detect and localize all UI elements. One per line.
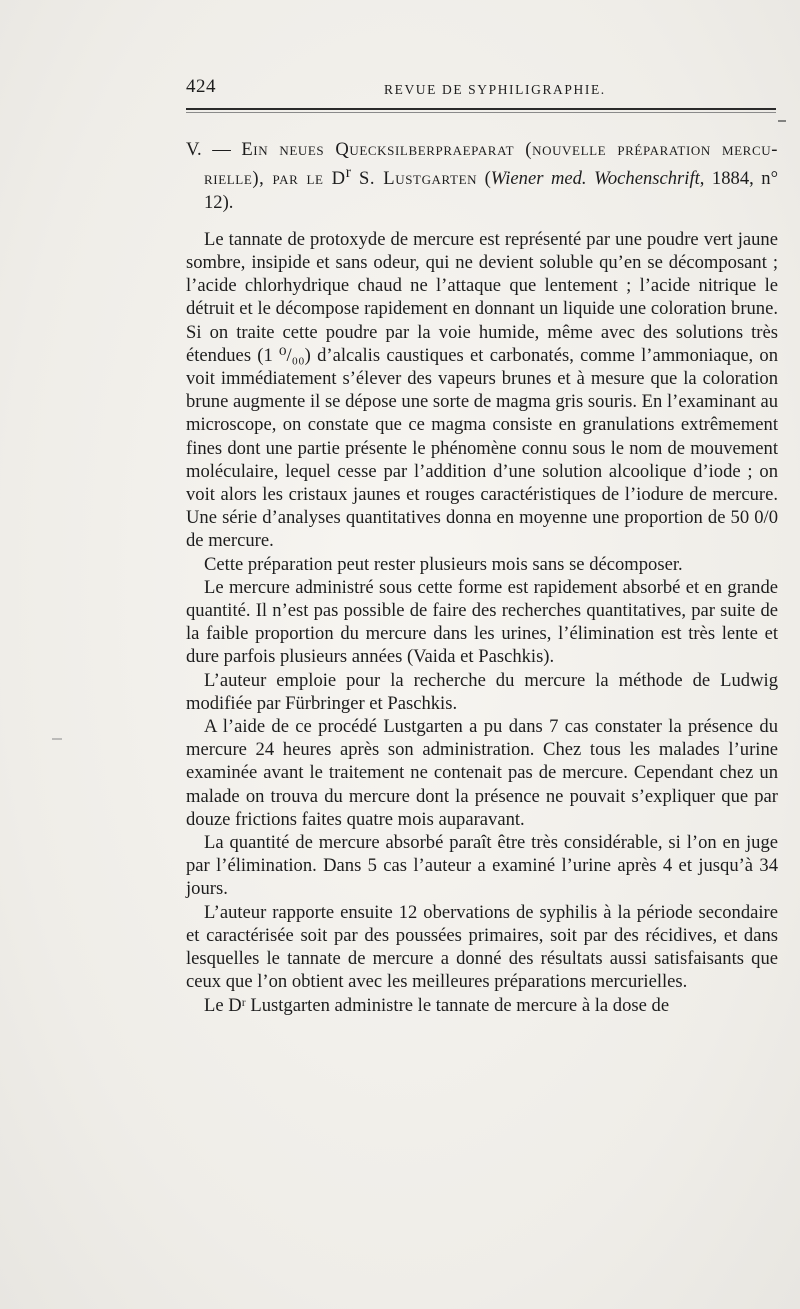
- paragraph-detection: A l’aide de ce procédé Lustgarten a pu dans 7 cas constater la présence du mercure 24 heures après son administration. Chez tous les malades l’urine examinée avant le traitement ne contenait pas de mercure. Cependant chez un malade on trouva du mercure dont la présence ne pouvait s’expliquer que par douze frictions faites quatre mois auparavant.: [186, 716, 778, 830]
- running-title: REVUE DE SYPHILIGRAPHIE.: [384, 82, 606, 97]
- paragraph-tannate-description: Le tannate de protoxyde de mercure est représenté par une poudre vert jaune sombre, insipide et sans odeur, qui ne devient soluble qu’en se décomposant ; l’acide chlorhydrique chaud ne l’attaque que lentement ; l’acide nitrique le détruit et le décompose rapidement en donnant un liquide une coloration brune. Si on traite cette poudre par la voie humide, même avec des solutions très étendues (1 ⁰/₀₀) d’alcalis caustiques et carbonatés, comme l’ammoniaque, on voit immédiatement s’élever des vapeurs brunes et à mesure que la coloration brune augmente il se dépose une sorte de magma gris souris. En l’examinant au microscope, on constate que ce magma consiste en granulations extrêmement fines dont une partie présente le phénomène connu sous le nom de mouvement moléculaire, lequel cesse par l’addition d’une solution alcoolique d’iode ; on voit alors les cristaux jaunes et rouges caractéristiques de l’iodure de mercure. Une série d’analyses quantitatives donna en moyenne une proportion de 50 0/0 de mercure.: [186, 228, 778, 552]
- paragraph-dosage: Le Dʳ Lustgarten administre le tannate de mercure à la dose de: [204, 994, 670, 1016]
- paragraph-absorption: Le mercure administré sous cette forme est rapidement absorbé et en grande quantité. Il n’est pas possible de faire des recherches quantitatives, par suite de la faible proportion du mercure dans les urines, l’élimination est très lente et dure parfois plusieurs années (Vaida et Paschkis).: [186, 576, 778, 668]
- article-body: [186, 138, 778, 1017]
- entry-issue: n° 12).: [204, 168, 778, 213]
- margin-mark: [778, 120, 786, 122]
- entry-numeral: V. —: [186, 139, 231, 160]
- entry-paren-open: (: [477, 168, 491, 190]
- doctor-superscript: r: [345, 164, 351, 182]
- entry-title-continued: rielle), par le D: [204, 168, 346, 190]
- margin-mark: [52, 738, 62, 740]
- entry-year: , 1884,: [699, 168, 754, 190]
- header-rule: [186, 108, 776, 110]
- entry-heading: [186, 138, 778, 214]
- paragraph-method: L’auteur emploie pour la recherche du mercure la méthode de Ludwig modifiée par Fürbringer et Paschkis.: [186, 669, 778, 714]
- header-rule-thin: [186, 112, 776, 113]
- entry-title: Ein neues Quecksilberpraeparat (nouvelle préparation mercu-: [241, 139, 779, 160]
- entry-journal: Wiener med. Wochenschrift: [490, 168, 700, 190]
- running-head: [186, 76, 776, 100]
- paragraph-observations: L’auteur rapporte ensuite 12 obervations de syphilis à la période secondaire et caractérisée soit par des poussées primaires, soit par des récidives, et dans lesquelles le tannate de mercure a donné des résultats aussi satisfaisants que ceux que l’on obtient avec les meilleures préparations mercurielles.: [186, 901, 778, 993]
- paragraph-quantity: La quantité de mercure absorbé paraît être très considérable, si l’on en juge par l’élimination. Dans 5 cas l’auteur a examiné l’urine après 4 et jusqu’à 34 jours.: [186, 832, 778, 900]
- page-number: 424: [186, 76, 216, 97]
- paragraph-stability: Cette préparation peut rester plusieurs mois sans se décomposer.: [204, 553, 683, 575]
- entry-author: S. Lustgarten: [350, 168, 478, 190]
